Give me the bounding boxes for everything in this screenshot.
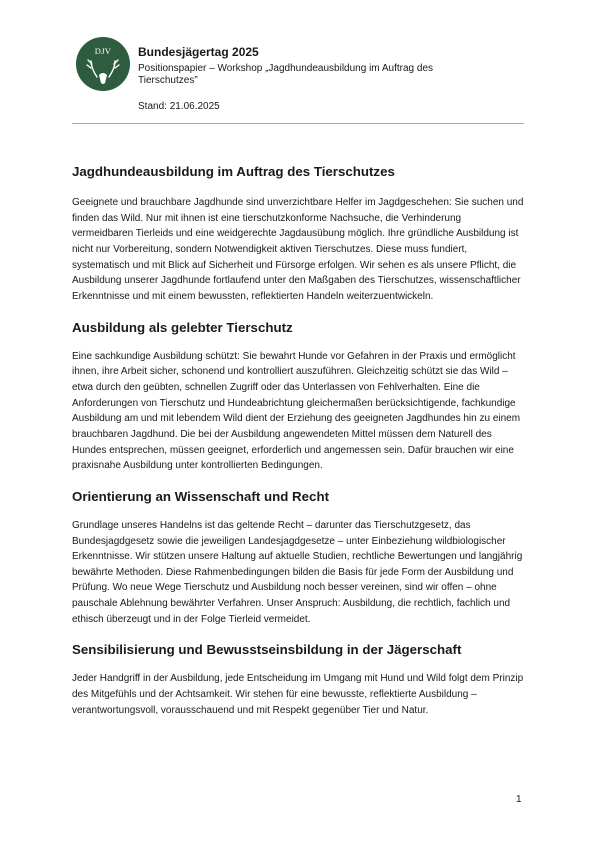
djv-logo [76,37,130,91]
section-paragraph: Grundlage unseres Handelns ist das geltende Recht – darunter das Tierschutzgesetz, das Bundesjagdgesetz sowie die jeweiligen Landesjagdgesetze – unter Einbeziehung wildbiologischer Erkenntnisse. Wir stützen unsere Haltung auf aktuelle Studien, rechtliche Bewertungen und langjährig bewährte Methoden. Diese Rahmenbedingungen bilden die Basis für jede Form der Ausbildung und Prüfung. Wo neue Wege Tierschutz und Ausbildung noch besser vereinen, sind wir offen – ohne pauschale Ablehnung bewährter Verfahren. Unser Anspruch: Ausbildung, die rechtlich, fachlich und ethisch überzeugt und in der Folge Tierleid vermeidet. [72,519,523,625]
page-number: 1 [516,794,522,805]
document-title: Jagdhundeausbildung im Auftrag des Tierschutzes [72,164,395,179]
event-name: Bundesjägertag 2025 [138,45,259,59]
section-heading: Sensibilisierung und Bewusstseinsbildung in der Jägerschaft [72,642,462,658]
section-heading: Orientierung an Wissenschaft und Recht [72,488,329,504]
intro-paragraph: Geeignete und brauchbare Jagdhunde sind unverzichtbare Helfer im Jagdgeschehen: Sie suchen und finden das Wild. Nur mit ihnen ist eine tierschutzkonforme Nachsuche, die Verhinderung vermeidbaren Tierleids und eine weidgerechte Jagdausübung möglich. Ihre gründliche Ausbildung ist nicht nur Vorbereitung, sondern Notwendigkeit aktiven Tierschutzes. Diese muss fundiert, systematisch und mit Blick auf Sicherheit und Fürsorge erfolgen. Wir sehen es als unsere Pflicht, die Ausbildung unserer Jagdhunde fortlaufend unter den Maßgaben des Tierschutzes, wissenschaftlicher Erkenntnisse und mit einem bewussten, reflektierten Handeln weiterzuentwickeln. [72,197,524,302]
header-divider [72,123,524,124]
document-body [72,163,524,718]
section-paragraph: Eine sachkundige Ausbildung schützt: Sie bewahrt Hunde vor Gefahren in der Praxis und ermöglicht ihnen, ihre Arbeit sicher, schonend und kontrolliert auszuführen. Gleichzeitig schützt sie das Wild – etwa durch den geübten, schnellen Zugriff oder das Unterlassen von Fehlverhalten. Eine die Anforderungen von Tierschutz und Hundeabrichtung gleichermaßen berücksichtigende, fachkundige Ausbildung am und mit lebendem Wild dient der Erziehung des geeigneten Jagdhundes hin zu einem brauchbaren Jagdhund. Die bei der Ausbildung angewendeten Mittel müssen dem Naturell des Hundes entsprechen, müssen geeignet, erforderlich und angemessen sein. Dafür brauchen wir eine praxisnahe Ausbildung unter kontrollierten Bedingungen. [72,350,521,472]
logo-lettering: DJV [94,46,112,56]
document-subtitle: Positionspapier – Workshop „Jagdhundeausbildung im Auftrag des Tierschutzes” [138,63,433,87]
document-date: Stand: 21.06.2025 [138,101,220,112]
section-paragraph: Jeder Handgriff in der Ausbildung, jede Entscheidung im Umgang mit Hund und Wild folgt dem Prinzip des Mitgefühls und der Achtsamkeit. Wir stehen für eine bewusste, reflektierte Ausbildung – verantwortungsvoll, vorausschauend und mit Respekt gegenüber Tier und Natur. [72,673,524,716]
document-header [72,36,524,122]
section-heading: Ausbildung als gelebter Tierschutz [72,319,293,335]
